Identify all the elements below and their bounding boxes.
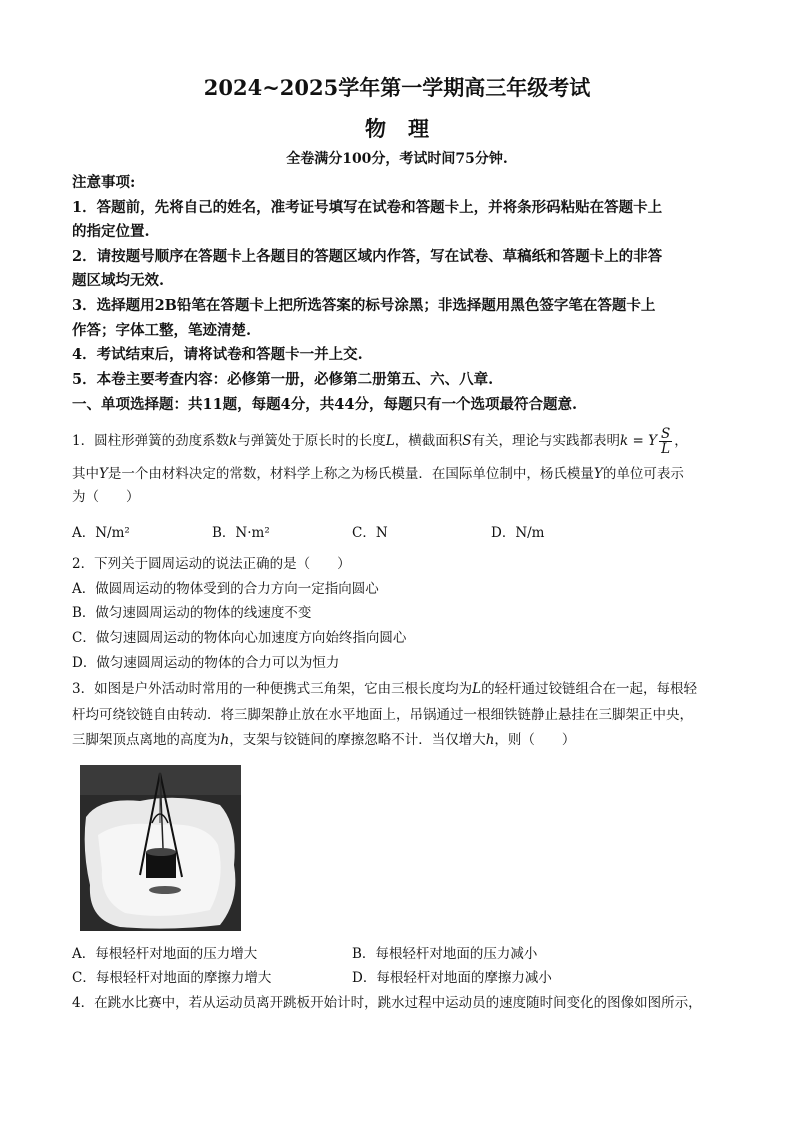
q3-line-3 — [72, 728, 732, 753]
var-k: k — [229, 433, 238, 449]
var-L: L — [385, 433, 395, 449]
q1-option-a: A．N/m² — [72, 525, 130, 541]
fraction-denominator: L — [661, 441, 671, 457]
notice-line: 题区域均无效. — [72, 272, 165, 289]
q1-text: 1．圆柱形弹簧的劲度系数 — [72, 433, 230, 449]
exam-title: 2024~2025学年第一学期高三年级考试 — [203, 75, 591, 100]
var-S: S — [462, 433, 472, 449]
tripod-photo — [80, 765, 241, 931]
q3-line-1 — [72, 677, 732, 702]
var-h: h — [220, 732, 230, 748]
q3-text: ，则（ ） — [494, 732, 576, 748]
q2-stem: 2．下列关于圆周运动的说法正确的是（ ） — [72, 556, 351, 572]
q3-text: 三脚架顶点离地的高度为 — [72, 732, 221, 748]
q1-option-d: D．N/m — [491, 525, 545, 541]
q3-option-b: B．每根轻杆对地面的压力减小 — [352, 946, 538, 962]
var-L: L — [472, 681, 482, 697]
q3-option-c: C．每根轻杆对地面的摩擦力增大 — [72, 970, 272, 986]
notice-line: 的指定位置. — [72, 223, 150, 240]
notice-line: 5．本卷主要考查内容：必修第一册，必修第二册第五、六、八章. — [72, 371, 494, 388]
q1-text: 是一个由材料决定的常数，材料学上称之为杨氏模量．在国际单位制中，杨氏模量 — [107, 466, 594, 482]
q2-option-d: D．做匀速圆周运动的物体的合力可以为恒力 — [72, 655, 340, 671]
q3-text: 3．如图是户外活动时常用的一种便携式三角架，它由三根长度均为 — [72, 681, 473, 697]
exam-subtitle: 全卷满分100分，考试时间75分钟. — [286, 151, 508, 167]
q1-line-2 — [72, 462, 732, 487]
formula-lhs: k = Y — [620, 433, 657, 449]
notice-line: 作答；字体工整，笔迹清楚. — [72, 322, 252, 339]
q2-option-b: B．做匀速圆周运动的物体的线速度不变 — [72, 605, 312, 621]
section-heading: 一、单项选择题：共11题，每题4分，共44分，每题只有一个选项最符合题意. — [72, 396, 577, 413]
var-Y: Y — [99, 466, 108, 482]
q1-text: 有关，理论与实践都表明 — [471, 433, 620, 449]
q1-option-b: B．N·m² — [212, 525, 270, 541]
q3-option-d: D．每根轻杆对地面的摩擦力减小 — [352, 970, 552, 986]
var-Y: Y — [593, 466, 603, 482]
q1-text: 其中 — [72, 466, 99, 482]
q4-stem: 4．在跳水比赛中，若从运动员离开跳板开始计时，跳水过程中运动员的速度随时间变化的图像如图所示， — [72, 995, 702, 1011]
q1-text: ，横截面积 — [394, 433, 463, 449]
q3-line-2: 杆均可绕铰链自由转动．将三脚架静止放在水平地面上，吊锅通过一根细铁链静止悬挂在三脚架正中央， — [72, 707, 693, 723]
q3-option-a: A．每根轻杆对地面的压力增大 — [72, 946, 258, 962]
q3-text: ，支架与铰链间的摩擦忽略不计．当仅增大 — [229, 732, 486, 748]
q2-option-a: A．做圆周运动的物体受到的合力方向一定指向圆心 — [72, 581, 379, 597]
q2-option-c: C．做匀速圆周运动的物体向心加速度方向始终指向圆心 — [72, 630, 407, 646]
q1-option-c: C．N — [352, 525, 388, 541]
formula-fraction — [659, 427, 672, 456]
q1-text: 的单位可表示 — [602, 466, 684, 482]
q3-text: 的轻杆通过铰链组合在一起，每根轻 — [481, 681, 698, 697]
notice-line: 2．请按题号顺序在答题卡上各题目的答题区域内作答，写在试卷、草稿纸和答题卡上的非答 — [72, 248, 663, 265]
notice-line: 1．答题前，先将自己的姓名，准考证号填写在试卷和答题卡上，并将条形码粘贴在答题卡上 — [72, 199, 663, 216]
fraction-numerator: S — [661, 426, 671, 442]
q1-line-3: 为（ ） — [72, 489, 140, 505]
notice-heading: 注意事项: — [72, 174, 136, 191]
notice-line: 4．考试结束后，请将试卷和答题卡一并上交. — [72, 346, 363, 363]
q1-text: 与弹簧处于原长时的长度 — [237, 433, 386, 449]
var-h: h — [485, 732, 495, 748]
notice-line: 3．选择题用2B铅笔在答题卡上把所选答案的标号涂黑；非选择题用黑色签字笔在答题卡上 — [72, 297, 656, 314]
q1-text: ， — [674, 433, 688, 449]
subject-title: 物理 — [365, 116, 451, 141]
q1-line-1 — [72, 427, 732, 456]
